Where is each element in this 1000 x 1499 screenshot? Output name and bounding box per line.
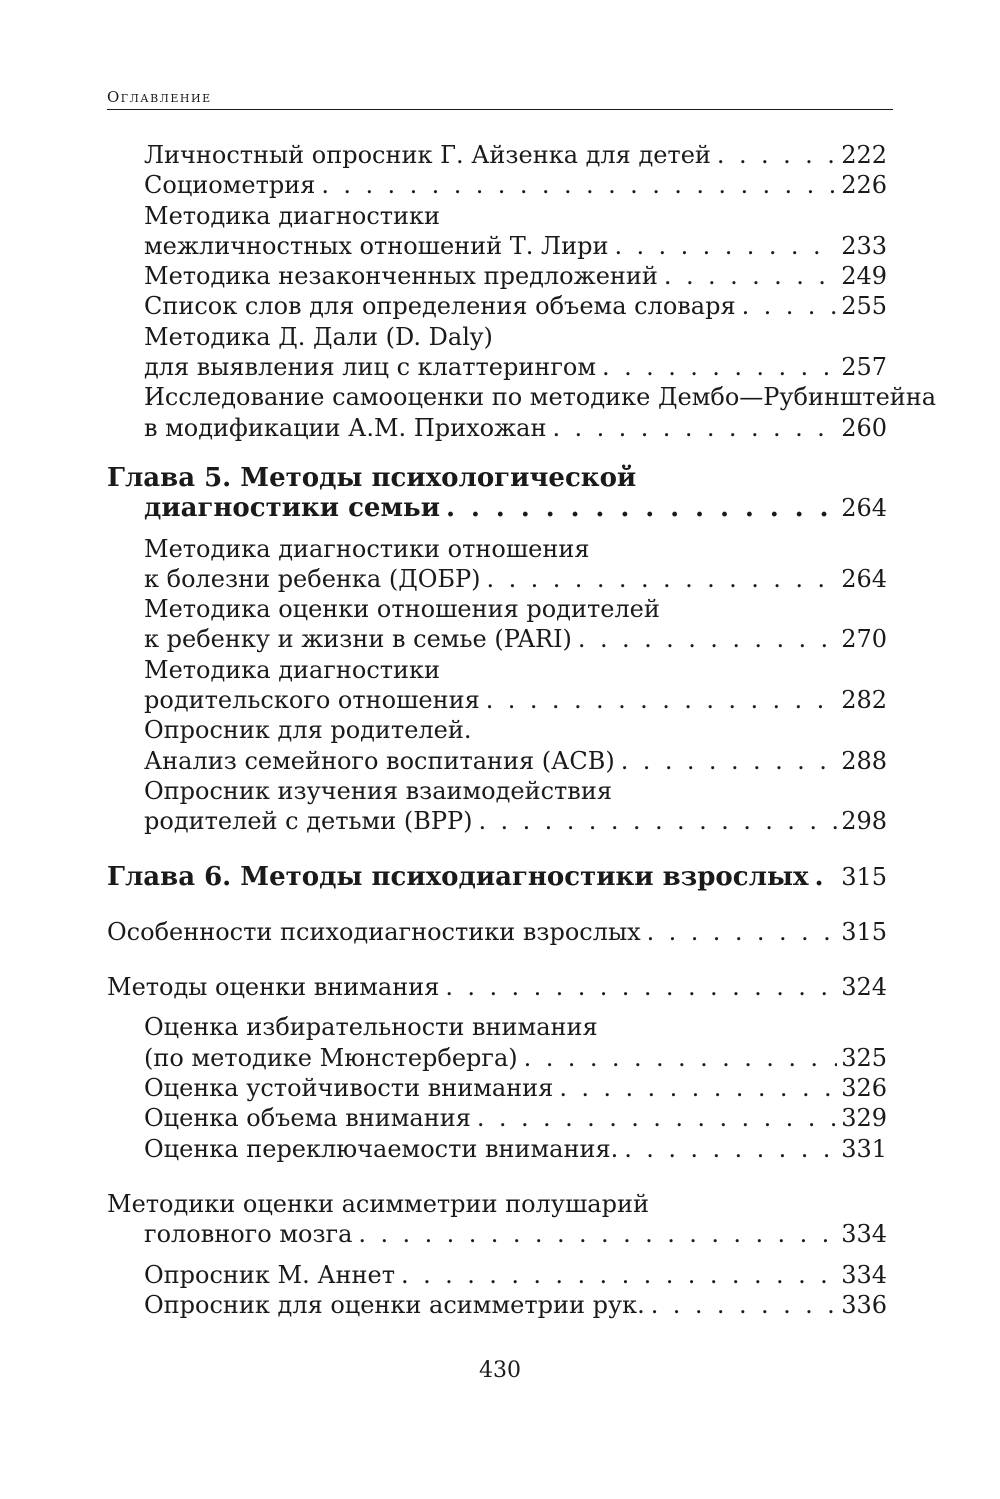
toc-entry-page: 329 (841, 1104, 887, 1133)
dot-leader (651, 1290, 837, 1320)
toc-entry[interactable] (107, 413, 887, 443)
toc-entry-title: Личностный опросник Г. Айзенка для детей (144, 141, 711, 169)
toc-section[interactable] (107, 1189, 887, 1219)
toc-entry[interactable] (107, 806, 887, 836)
dot-leader (624, 1134, 837, 1164)
dot-leader (321, 170, 837, 200)
toc-entry-title: Методика диагностики отношения (144, 534, 590, 563)
toc-entry-page: 325 (841, 1043, 887, 1072)
toc-entry[interactable] (107, 776, 887, 806)
toc-entry-title: Опросник М. Аннет (144, 1260, 396, 1289)
dot-leader (647, 917, 838, 947)
toc-entry-page: 255 (841, 292, 887, 321)
toc-entry-page: 264 (841, 564, 887, 593)
toc-entry-title: Опросник для оценки асимметрии рук. (144, 1290, 645, 1319)
toc-entry-page: 233 (841, 231, 887, 260)
toc-section-page: 324 (841, 973, 887, 1002)
dot-leader (742, 291, 838, 321)
toc-entry[interactable] (107, 1134, 887, 1164)
toc-entry[interactable] (107, 1073, 887, 1103)
toc-entry-page: 336 (841, 1290, 887, 1319)
toc-entry[interactable] (107, 594, 887, 624)
toc-entry-title: Методика диагностики (144, 655, 441, 684)
toc-entry[interactable] (107, 1290, 887, 1320)
toc-entry-page: 270 (841, 625, 887, 654)
toc-entry-title: Социометрия (144, 171, 316, 200)
toc-entry-page: 282 (841, 686, 887, 715)
toc-entry-title: Список слов для определения объема словаря (144, 292, 736, 321)
toc-entry-title: Оценка объема внимания (144, 1104, 471, 1133)
toc-chapter-title: Глава 6. Методы психодиагностики взрослых (107, 861, 809, 892)
toc-entry[interactable] (107, 1103, 887, 1133)
dot-leader (614, 231, 837, 261)
toc-entry-title: для выявления лиц с клаттерингом (144, 353, 597, 382)
toc-entry-page: 260 (841, 413, 887, 442)
toc-entry-page: 257 (841, 353, 887, 382)
toc-entry[interactable] (107, 655, 887, 685)
toc-chapter-5-continued[interactable] (107, 493, 887, 523)
toc-entry[interactable] (107, 261, 887, 291)
toc-chapter-title: Глава 5. Методы психологической (107, 462, 637, 493)
toc-chapter-6[interactable] (107, 862, 887, 892)
toc-entry-page: 222 (841, 141, 887, 169)
dot-leader (664, 261, 837, 291)
toc-entry[interactable] (107, 715, 887, 745)
toc-section-continued[interactable] (107, 1219, 887, 1249)
toc-entry[interactable] (107, 322, 887, 352)
toc-entry-title: в модификации А.М. Прихожан (144, 413, 547, 442)
toc-entry-title: Опросник для родителей. (144, 716, 472, 745)
toc-entry-title: Оценка устойчивости внимания (144, 1074, 554, 1103)
toc-entry-title: (по методике Мюнстерберга) (144, 1043, 518, 1072)
toc-section-title: Методы оценки внимания (107, 973, 440, 1002)
dot-leader (815, 862, 838, 892)
toc-entry[interactable] (107, 624, 887, 654)
toc-entry[interactable] (107, 170, 887, 200)
toc-chapter-page: 315 (841, 862, 887, 891)
toc-entry-title: к ребенку и жизни в семье (PARI) (144, 625, 572, 654)
toc-entry-title: Исследование самооценки по методике Дембо—Рубинштейна (144, 383, 937, 412)
dot-leader (717, 140, 837, 170)
toc-entry-title: межличностных отношений Т. Лири (144, 231, 609, 260)
toc-entry-title: Оценка переключаемости внимания. (144, 1134, 619, 1163)
table-of-contents (107, 140, 937, 1320)
toc-entry-page: 288 (841, 746, 887, 775)
toc-entry-title: Методика оценки отношения родителей (144, 595, 660, 624)
dot-leader (621, 746, 837, 776)
toc-entry-page: 298 (841, 807, 887, 836)
toc-chapter-title: диагностики семьи (144, 493, 440, 524)
toc-section[interactable] (107, 917, 887, 947)
toc-entry-title: родителей с детьми (ВРР) (144, 807, 473, 836)
dot-leader (446, 493, 837, 523)
toc-entry[interactable] (107, 140, 887, 170)
dot-leader (479, 806, 838, 836)
dot-leader (401, 1260, 837, 1290)
toc-entry[interactable] (107, 291, 887, 321)
toc-chapter-5[interactable] (107, 463, 887, 493)
running-header: Оглавление (107, 88, 893, 110)
toc-chapter-page: 264 (841, 494, 887, 523)
toc-entry-page: 326 (841, 1074, 887, 1103)
toc-section[interactable] (107, 972, 887, 1002)
dot-leader (578, 624, 837, 654)
toc-entry-title: к болезни ребенка (ДОБР) (144, 564, 481, 593)
toc-entry-title: Анализ семейного воспитания (АСВ) (144, 746, 615, 775)
toc-section-title: Методики оценки асимметрии полушарий (107, 1189, 649, 1218)
toc-entry-title: Методика Д. Дали (D. Daly) (144, 322, 493, 351)
toc-entry[interactable] (107, 1012, 887, 1042)
toc-entry-page: 249 (841, 262, 887, 291)
dot-leader (487, 564, 838, 594)
toc-section-title: головного мозга (144, 1220, 353, 1249)
toc-entry[interactable] (107, 564, 887, 594)
toc-entry-title: Опросник изучения взаимодействия (144, 776, 612, 805)
dot-leader (358, 1219, 837, 1249)
toc-entry[interactable] (107, 534, 887, 564)
page-number: 430 (479, 1358, 521, 1383)
toc-entry[interactable] (107, 746, 887, 776)
toc-entry-title: Оценка избирательности внимания (144, 1013, 598, 1042)
dot-leader (477, 1103, 837, 1133)
toc-section-page: 334 (841, 1220, 887, 1249)
toc-entry-page: 226 (841, 171, 887, 200)
toc-entry-title: Методика незаконченных предложений (144, 262, 658, 291)
dot-leader (445, 972, 837, 1002)
dot-leader (486, 685, 837, 715)
toc-entry-page: 334 (841, 1260, 887, 1289)
dot-leader (552, 413, 837, 443)
toc-entry[interactable] (107, 1043, 887, 1073)
toc-section-title: Особенности психодиагностики взрослых (107, 917, 641, 946)
toc-entry-title: родительского отношения (144, 686, 480, 715)
toc-entry[interactable] (107, 231, 887, 261)
toc-entry[interactable] (107, 1260, 887, 1290)
toc-entry[interactable] (107, 352, 887, 382)
dot-leader (559, 1073, 837, 1103)
toc-entry[interactable] (107, 382, 937, 412)
toc-section-page: 315 (841, 917, 887, 946)
toc-entry[interactable] (107, 685, 887, 715)
toc-entry[interactable] (107, 201, 887, 231)
dot-leader (602, 352, 837, 382)
toc-entry-title: Методика диагностики (144, 201, 441, 230)
dot-leader (524, 1043, 838, 1073)
toc-entry-page: 331 (841, 1134, 887, 1163)
